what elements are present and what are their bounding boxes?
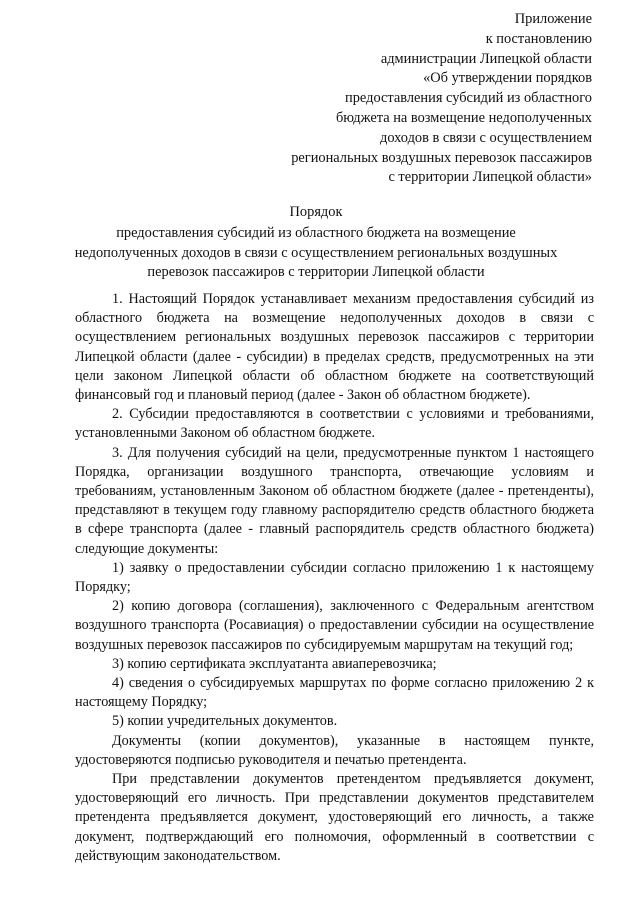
paragraph: 1) заявку о предоставлении субсидии согласно приложению 1 к настоящему Порядку;	[75, 559, 594, 596]
title-heading: Порядок	[289, 204, 343, 220]
document-body	[75, 290, 594, 866]
appendix-line: региональных воздушных перевозок пассажиров	[291, 149, 592, 166]
appendix-line: Приложение	[514, 11, 592, 27]
appendix-line: администрации Липецкой области	[380, 50, 592, 67]
paragraph: Документы (копии документов), указанные в настоящем пункте, удостоверяются подписью руководителя и печатью претендента.	[75, 732, 594, 768]
title-subtitle-line: недополученных доходов в связи с осуществлением региональных воздушных	[74, 244, 558, 261]
appendix-line: к постановлению	[485, 30, 592, 47]
appendix-header	[291, 10, 592, 188]
appendix-line: с территории Липецкой области»	[388, 169, 592, 186]
paragraph: 4) сведения о субсидируемых маршрутах по форме согласно приложению 2 к настоящему Порядку;	[75, 675, 594, 711]
paragraph: При представлении документов претендентом предъявляется документ, удостоверяющий его личность. При представлении документов представителем претендента предъявляется документ, удостоверяющий его личность, а также документ, подтверждающий его полномочия, оформленный в соответствии с действующим законодательством.	[75, 771, 594, 864]
appendix-line: предоставления субсидий из областного	[345, 90, 592, 107]
appendix-line: «Об утверждении порядков	[423, 70, 592, 87]
document-title	[40, 203, 592, 283]
appendix-line: доходов в связи с осуществлением	[380, 129, 592, 146]
paragraph: 1. Настоящий Порядок устанавливает механизм предоставления субсидий из областного бюджета на возмещение недополученных доходов в связи с осуществлением региональных воздушных перевозок пассажиров с территории Липецкой области (далее - субсидии) в пределах средств, предусмотренных на эти цели законом Липецкой области об областном бюджете на соответствующий финансовый год и плановый период (далее - Закон об областном бюджете).	[75, 291, 594, 404]
paragraph: 2. Субсидии предоставляются в соответствии с условиями и требованиями, установленными Законом об областном бюджете.	[75, 406, 594, 442]
paragraph: 2) копию договора (соглашения), заключенного с Федеральным агентством воздушного транспорта (Росавиация) о предоставлении субсидии на осуществление воздушных перевозок пассажиров по субсидируемым маршрутам на текущий год;	[75, 598, 594, 653]
title-subtitle-line: перевозок пассажиров с территории Липецкой области	[147, 264, 485, 281]
paragraph: 3) копию сертификата эксплуатанта авиаперевозчика;	[112, 655, 437, 672]
paragraph: 5) копии учредительных документов.	[112, 713, 338, 730]
title-subtitle-line: предоставления субсидий из областного бюджета на возмещение	[116, 224, 516, 241]
appendix-line: бюджета на возмещение недополученных	[335, 109, 592, 126]
paragraph: 3. Для получения субсидий на цели, предусмотренные пунктом 1 настоящего Порядка, организации воздушного транспорта, отвечающие условиям и требованиям, установленным Законом об областном бюджете (далее - претенденты), представляют в текущем году главному распорядителю средств областного бюджета в сфере транспорта (далее - главный распорядитель средств областного бюджета) следующие документы:	[75, 444, 594, 557]
